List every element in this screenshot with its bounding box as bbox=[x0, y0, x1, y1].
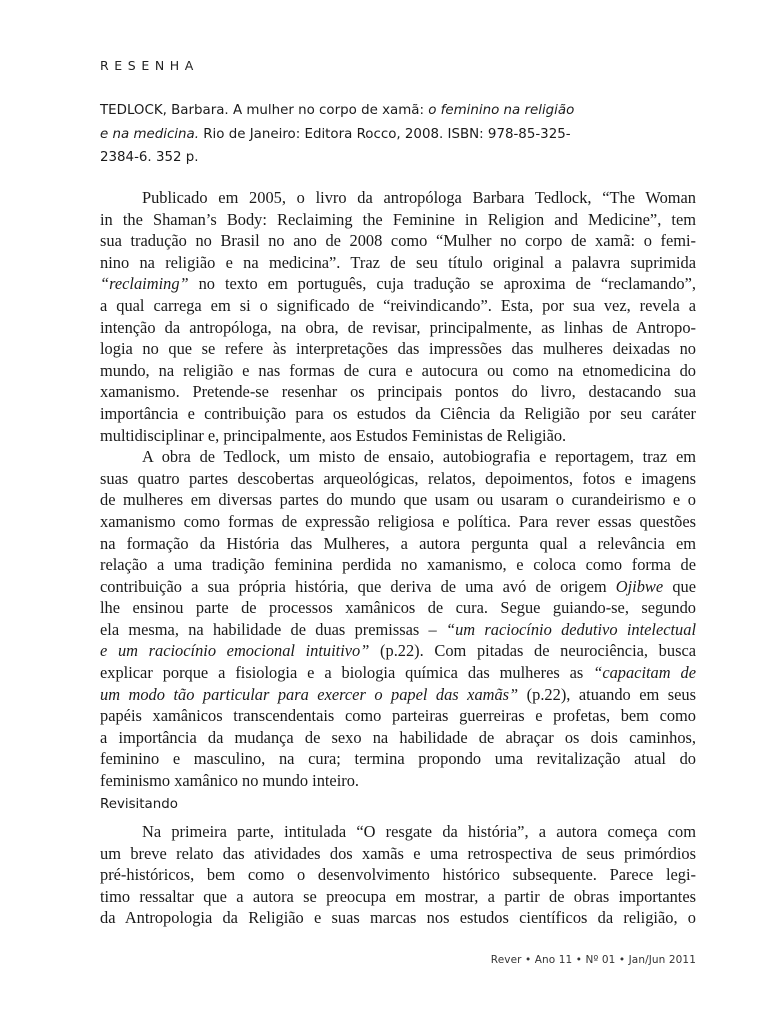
p1-line: a qual carrega em si o significado de “reivindicando”. Esta, por sua vez, revela a bbox=[100, 295, 696, 315]
p1-line: in the Shaman’s Body: Reclaiming the Feminine in Religion and Medicine”, tem bbox=[100, 209, 696, 229]
section-heading: Revisitando bbox=[100, 797, 178, 812]
p2-line: de mulheres em diversas partes do mundo que usam ou usaram o curandeirismo e o bbox=[100, 490, 696, 510]
p3-line: Na primeira parte, intitulada “O resgate da história”, a autora começa com bbox=[142, 822, 696, 841]
p2-line: feminino e masculino, na cura; termina propondo uma revitalização atual do bbox=[100, 749, 696, 769]
p2-line: xamanismo como formas de expressão religiosa e política. Para rever essas questões bbox=[100, 511, 696, 531]
p1-line: intenção da antropóloga, na obra, de revisar, principalmente, as linhas de Antropo- bbox=[100, 317, 696, 337]
body-paragraph-3 bbox=[100, 821, 696, 929]
p2-line: relação a uma tradição feminina perdida no xamanismo, e coloca como forma de bbox=[100, 555, 696, 575]
p2-line: contribuição a sua própria história, que deriva de uma avó de origem Ojibwe que bbox=[100, 576, 696, 596]
citation-publication: Rio de Janeiro: Editora Rocco, 2008. ISBN: 978-85-325- bbox=[203, 126, 571, 142]
citation-line-1 bbox=[100, 99, 696, 123]
citation-subtitle-2: e na medicina. bbox=[100, 126, 199, 142]
p3-line: timo ressaltar que a autora se preocupa em mostrar, a partir de obras importantes bbox=[100, 886, 696, 906]
p1-line: xamanismo. Pretende-se resenhar os principais pontos do livro, destacando sua bbox=[100, 382, 696, 402]
p1-line: importância e contribuição para os estudos da Ciência da Religião por seu caráter bbox=[100, 403, 696, 423]
term-reclaiming: “reclaiming” bbox=[100, 274, 189, 294]
p2-line: suas quatro partes descobertas arqueológicas, relatos, depoimentos, fotos e imagens bbox=[100, 468, 696, 488]
p1-line: nino na religião e na medicina”. Traz de seu título original a palavra suprimida bbox=[100, 252, 696, 272]
p1-line: “reclaiming” no texto em português, cuja tradução se aproxima de “reclamando”, bbox=[100, 274, 696, 294]
journal-footer: Rever • Ano 11 • Nº 01 • Jan/Jun 2011 bbox=[490, 954, 696, 966]
citation-publication-end: 2384-6. 352 p. bbox=[100, 150, 199, 165]
quote-premises-cont: e um raciocínio emocional intuitivo” bbox=[100, 641, 370, 661]
p2-line: feminismo xamânico no mundo inteiro. bbox=[100, 771, 360, 791]
body-paragraphs bbox=[100, 187, 696, 792]
p3-line: da Antropologia da Religião e suas marcas nos estudos científicos da religião, o bbox=[100, 908, 696, 928]
citation-subtitle-1: o feminino na religião bbox=[428, 103, 575, 118]
quote-premises: “um raciocínio dedutivo intelectual bbox=[446, 619, 696, 639]
p2-line: um modo tão particular para exercer o papel das xamãs” (p.22), atuando em seus bbox=[100, 684, 696, 704]
p2-line: lhe ensinou parte de processos xamânicos de cura. Segue guiando-se, segundo bbox=[100, 598, 696, 618]
bibliographic-citation bbox=[100, 99, 696, 170]
p1-line: multidisciplinar e, principalmente, aos Estudos Feministas de Religião. bbox=[100, 425, 567, 445]
p2-line: a importância da mudança de sexo na habilidade de abraçar os dois caminhos, bbox=[100, 727, 696, 747]
section-label: RESENHA bbox=[100, 58, 199, 73]
p2-line: e um raciocínio emocional intuitivo” (p.22). Com pitadas de neurociência, busca bbox=[100, 641, 696, 661]
p2-line: A obra de Tedlock, um misto de ensaio, autobiografia e reportagem, traz em bbox=[142, 447, 696, 467]
p1-line: mundo, na religião e nas formas de cura e autocura ou como na etnomedicina do bbox=[100, 360, 696, 380]
p1-line: logia no que se refere às interpretações das impressões das mulheres deixadas no bbox=[100, 339, 696, 359]
citation-author: TEDLOCK, Barbara. bbox=[100, 103, 229, 118]
citation-line-3 bbox=[100, 146, 696, 170]
p2-line: na formação da História das Mulheres, a autora pergunta qual a relevância em bbox=[100, 533, 696, 553]
quote-capacitam: “capacitam de bbox=[593, 663, 696, 683]
p1-line: sua tradução no Brasil no ano de 2008 como “Mulher no corpo de xamã: o femi- bbox=[100, 231, 696, 251]
term-ojibwe: Ojibwe bbox=[615, 576, 664, 596]
p2-line: explicar porque a fisiologia e a biologia química das mulheres as “capacitam de bbox=[100, 663, 696, 683]
p2-line: papéis xamânicos transcendentais como parteiras guerreiras e profetas, bem como bbox=[100, 706, 696, 726]
citation-line-2 bbox=[100, 123, 696, 147]
citation-title: A mulher no corpo de xamã: bbox=[232, 103, 424, 118]
p3-line: pré-históricos, bem como o desenvolvimento histórico subsequente. Parece legi- bbox=[100, 865, 696, 885]
p2-line: ela mesma, na habilidade de duas premissas – “um raciocínio dedutivo intelectual bbox=[100, 619, 696, 639]
quote-capacitam-cont: um modo tão particular para exercer o papel das xamãs” bbox=[100, 684, 519, 704]
p3-line: um breve relato das atividades dos xamãs e uma retrospectiva de seus primórdios bbox=[100, 843, 696, 863]
p1-line: Publicado em 2005, o livro da antropóloga Barbara Tedlock, “The Woman bbox=[142, 188, 696, 207]
